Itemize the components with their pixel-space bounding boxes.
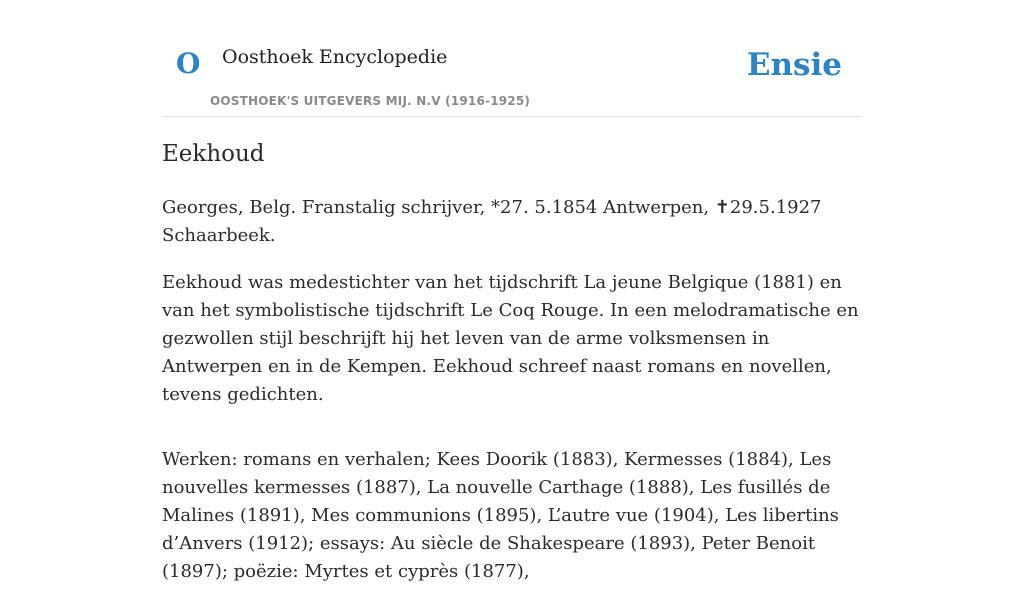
article-paragraph: Eekhoud was medestichter van het tijdschrift La jeune Belgique (1881) en van het symbolistische tijdschrift Le Coq Rouge. In een melodramatische en gezwollen stijl beschrijft hij het leven van de arme volksmensen in Antwerpen en in de Kempen. Eekhoud schreef naast romans en novellen, tevens gedichten.	[162, 272, 859, 405]
article-paragraph: Georges, Belg. Franstalig schrijver, *27. 5.1854 Antwerpen, ✝29.5.1927 Schaarbeek.	[162, 197, 822, 246]
article-content	[162, 138, 862, 605]
article-title: Eekhoud	[162, 141, 265, 167]
article-paragraph-works: Werken: romans en verhalen; Kees Doorik (1883), Kermesses (1884), Les nouvelles kermesses (1887), La nouvelle Carthage (1888), Les fusillés de Malines (1891), Mes communions (1895), L’autre vue (1904), Les libertins d’Anvers (1912); essays: Au siècle de Shakespeare (1893), Peter Benoit (1897); poëzie: Myrtes et cyprès (1877),	[162, 449, 839, 582]
brand-logo-link[interactable]: Ensie	[746, 47, 842, 83]
site-header	[162, 0, 862, 117]
logo-icon[interactable]: O	[176, 47, 201, 80]
site-title[interactable]: Oosthoek Encyclopedie	[222, 46, 448, 68]
site-subtitle: OOSTHOEK'S UITGEVERS MIJ. N.V (1916-1925)	[210, 94, 531, 108]
